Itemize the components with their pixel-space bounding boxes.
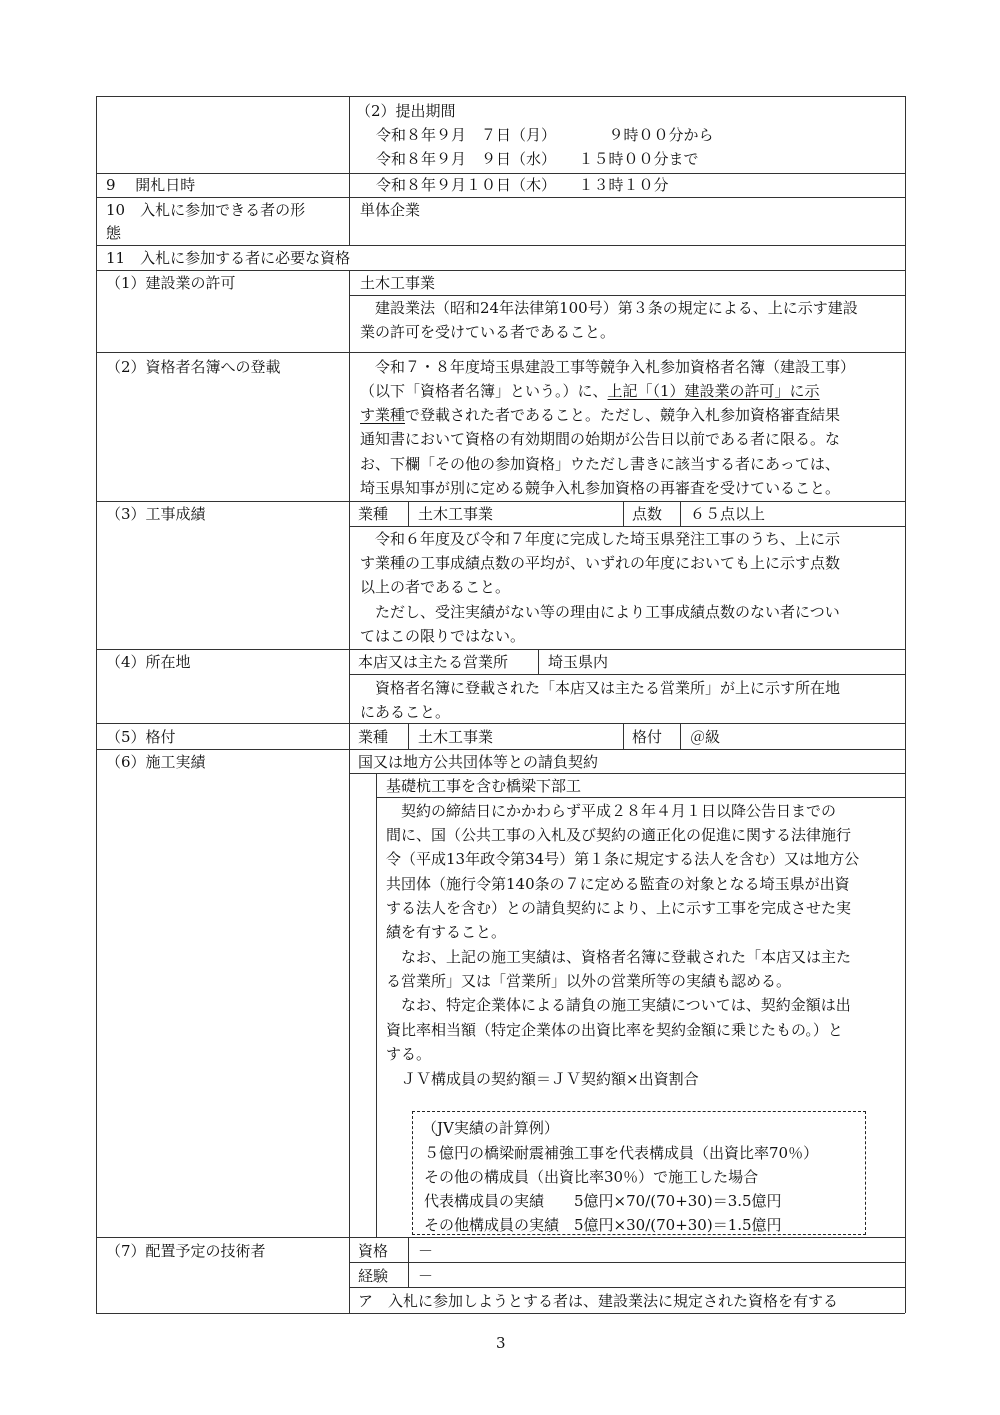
registry-text-line: 通知書において資格の有効期間の始期が公告日以前である者に限る。な [360, 430, 841, 448]
jv-example-line: 代表構成員の実績 5億円×70/(70+30)＝3.5億円 [424, 1192, 782, 1210]
office-value: 埼玉県内 [548, 653, 609, 671]
qualification-value: － [418, 1242, 434, 1260]
rank-key: 格付 [632, 728, 663, 746]
license-label: （1）建設業の許可 [106, 274, 236, 292]
engineer-text-line: ア 入札に参加しようとする者は、建設業法に規定された資格を有する [358, 1292, 839, 1310]
registry-underlined-reference: す業種 [360, 406, 406, 424]
performance-text-line: てはこの限りではない。 [360, 627, 526, 645]
record-text-line: 績を有すること。 [386, 923, 507, 941]
qualification-key: 資格 [358, 1242, 389, 1260]
registry-text-line [360, 404, 840, 426]
record-text-line: 間に、国（公共工事の入札及び契約の適正化の促進に関する法律施行 [386, 826, 852, 844]
experience-key: 経験 [358, 1267, 389, 1285]
score-key: 点数 [632, 505, 663, 523]
location-label: （4）所在地 [106, 653, 191, 671]
performance-text-line: 以上の者であること。 [360, 578, 511, 596]
registry-underlined-reference: 上記「（1）建設業の許可」に示 [607, 382, 820, 400]
submission-period-heading: （2）提出期間 [356, 102, 456, 120]
industry-value: 土木工事業 [418, 728, 494, 746]
industry-key: 業種 [358, 728, 389, 746]
record-text-line: 共団体（施行令第140条の７に定める監査の対象となる埼玉県が出資 [386, 875, 850, 893]
performance-score-label: （3）工事成績 [106, 505, 206, 523]
record-text-line: 資比率相当額（特定企業体の出資比率を契約金額に乗じたもの。）と [386, 1021, 843, 1039]
page-number: 3 [496, 1334, 506, 1352]
construction-record-label: （6）施工実績 [106, 753, 206, 771]
work-type: 基礎杭工事を含む橋梁下部工 [386, 777, 582, 795]
jv-example-line: （JV実績の計算例） [422, 1119, 559, 1137]
registry-text-segment: で登載された者であること。ただし、競争入札参加資格審査結果 [405, 406, 841, 424]
registry-text-line: 埼玉県知事が別に定める競争入札参加資格の再審査を受けていること。 [360, 479, 841, 497]
bidder-form-value: 単体企業 [360, 201, 421, 219]
rank-value: ＠級 [690, 728, 721, 746]
contract-type: 国又は地方公共団体等との請負契約 [358, 753, 599, 771]
registry-text-line: 令和７・８年度埼玉県建設工事等競争入札参加資格者名簿（建設工事） [360, 358, 856, 376]
opening-date-value: 令和８年９月１０日（木） １３時１０分 [376, 176, 669, 194]
industry-key: 業種 [358, 505, 389, 523]
qualifications-heading: 11 入札に参加する者に必要な資格 [106, 249, 351, 267]
record-text-line: なお、特定企業体による請負の施工実績については、契約金額は出 [386, 996, 851, 1014]
record-text-line: なお、上記の施工実績は、資格者名簿に登載された「本店又は主た [386, 948, 852, 966]
submission-period-to: 令和８年９月 ９日（水） １５時００分まで [376, 150, 699, 168]
location-text-line: にあること。 [360, 703, 451, 721]
jv-example-line: その他構成員の実績 5億円×30/(70+30)＝1.5億円 [424, 1216, 782, 1234]
license-text-line: 建設業法（昭和24年法律第100号）第３条の規定による、上に示す建設 [360, 299, 858, 317]
license-value: 土木工事業 [360, 274, 436, 292]
record-text-line: 契約の締結日にかかわらず平成２８年４月１日以降公告日までの [386, 802, 837, 820]
performance-text-line: ただし、受注実績がない等の理由により工事成績点数のない者につい [360, 603, 840, 621]
jv-example-line: その他の構成員（出資比率30％）で施工した場合 [424, 1168, 759, 1186]
record-text-line: 令（平成13年政令第34号）第１条に規定する法人を含む）又は地方公 [386, 850, 860, 868]
record-text-line: する法人を含む）との請負契約により、上に示す工事を完成させた実 [386, 899, 852, 917]
record-text-line: る営業所」又は「営業所」以外の営業所等の実績も認める。 [386, 972, 792, 990]
submission-period-from: 令和８年９月 ７日（月） ９時００分から [376, 126, 714, 144]
experience-value: － [418, 1267, 434, 1285]
score-value: ６５点以上 [690, 505, 766, 523]
jv-example-line: ５億円の橋梁耐震補強工事を代表構成員（出資比率70％） [424, 1144, 819, 1162]
office-key: 本店又は主たる営業所 [358, 653, 509, 671]
license-text-line: 業の許可を受けている者であること。 [360, 323, 616, 341]
record-text-line: する。 [386, 1045, 432, 1063]
industry-value: 土木工事業 [418, 505, 494, 523]
bidder-form-label-cont: 態 [106, 224, 122, 242]
bidder-form-label: 10 入札に参加できる者の形 [106, 201, 306, 219]
registry-label: （2）資格者名簿への登載 [106, 358, 281, 376]
engineer-label: （7）配置予定の技術者 [106, 1242, 266, 1260]
registry-text-line [360, 380, 820, 402]
registry-text-segment: （以下「資格者名簿」という。）に、 [360, 382, 608, 400]
record-text-line: ＪＶ構成員の契約額＝ＪＶ契約額×出資割合 [386, 1070, 699, 1088]
performance-text-line: す業種の工事成績点数の平均が、いずれの年度においても上に示す点数 [360, 554, 841, 572]
performance-text-line: 令和６年度及び令和７年度に完成した埼玉県発注工事のうち、上に示 [360, 530, 841, 548]
opening-date-label: 9 開札日時 [106, 176, 196, 194]
registry-text-line: お、下欄「その他の参加資格」ウただし書きに該当する者にあっては、 [360, 455, 840, 473]
rank-label: （5）格付 [106, 728, 176, 746]
location-text-line: 資格者名簿に登載された「本店又は主たる営業所」が上に示す所在地 [360, 679, 841, 697]
